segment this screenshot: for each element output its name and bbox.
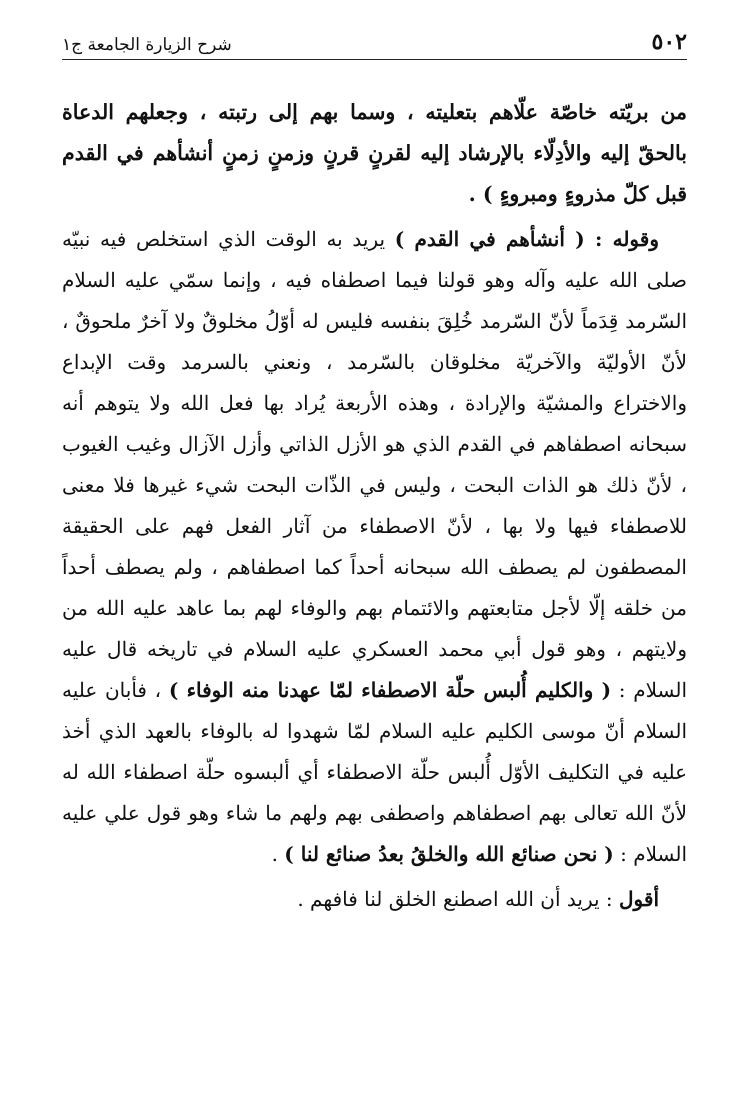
page-header xyxy=(62,28,687,60)
final-paragraph xyxy=(62,879,687,920)
lead-word: وقوله : xyxy=(584,227,659,251)
body-text: : يريد أن الله اصطنع الخلق لنا فافهم . xyxy=(297,887,620,911)
page-number: ٥٠٢ xyxy=(651,29,687,55)
body-text: ، فأبان عليه السلام أنّ موسى الكليم عليه السلام لمّا شهدوا له بالوفاء بالعهد الذي أخذ عليه في التكليف الأوّل أُلبس حلّة الاصطفاء أي ألبسوه حلّة اصطفاء الله له لأنّ الله تعالى بهم اصطفاهم واصطفى بهم ولهم ما شاء وهو قول علي عليه السلام : xyxy=(62,678,687,866)
body-text: يريد به الوقت الذي استخلص فيه نبيّه صلى الله عليه وآله وهو قولنا فيما اصطفاه فيه ، وإنما سمّي عليه السلام السّرمد قِدَماً لأنّ السّرمد خُلِقَ بنفسه فليس له أوّلُ مخلوقٌ ولا آخرٌ ملحوقٌ ، لأنّ الأوليّة والآخريّة مخلوقان بالسّرمد ، ونعني بالسرمد وقت الإبداع والاختراع والمشيّة والإرادة ، وهذه الأربعة يُراد بها فعل الله ولا يتوهم أنه سبحانه اصطفاهم في القدم الذي هو الأزل الذاتي وأزل الآزال وغيب الغيوب ، لأنّ ذلك هو الذات البحت ، وليس في الذّات البحت شيء غيرها فلا معنى للاصطفاء فيها ولا بها ، لأنّ الاصطفاء من آثار الفعل فهم على الحقيقة المصطفون لم يصطف الله سبحانه أحداً كما اصطفاهم ، ولم يصطف أحداً من خلقه إلّا لأجل متابعتهم والائتمام بهم والوفاء لهم بما عاهد عليه الله من ولايتهم ، وهو قول أبي محمد العسكري عليه السلام في تاريخه قال عليه السلام : xyxy=(62,227,688,702)
quote-text: ( نحن صنائع الله والخلقُ بعدُ صنائع لنا ) xyxy=(284,842,614,866)
commentary-paragraph xyxy=(62,219,687,875)
quote-text: ( أنشأهم في القدم ) xyxy=(394,227,585,251)
intro-paragraph: من بريّته خاصّة علّاهم بتعليته ، وسما بهم إلى رتبته ، وجعلهم الدعاة بالحقّ إليه والأدِلّاء بالإرشاد إليه لقرنٍ قرنٍ وزمنٍ زمنٍ أنشأهم في القدم قبل كلّ مذروءٍ ومبروءٍ ) . xyxy=(62,100,687,206)
body-text: . xyxy=(271,842,285,866)
lead-word: أقول xyxy=(619,887,659,911)
running-title: شرح الزيارة الجامعة ج١ xyxy=(62,35,232,55)
quote-text: ( والكليم أُلبس حلّة الاصطفاء لمّا عهدنا منه الوفاء ) xyxy=(168,678,612,702)
page-body xyxy=(62,92,687,920)
